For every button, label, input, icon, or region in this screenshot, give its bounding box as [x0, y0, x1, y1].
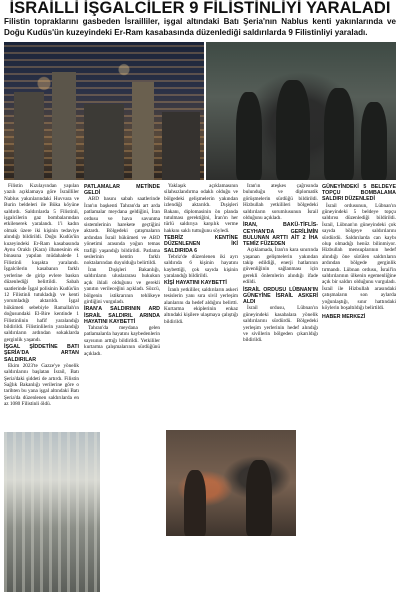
article-column-4 [243, 183, 318, 592]
paragraph: İsrail ordusu, Lübnan'ın güneyindeki kasabalara yönelik saldırılarını sürdürdü. Bölgedeki yerleşim yerlerinin hedef alındığı ve sivillerin bölgeden çıkarıldığı bildirildi. [243, 305, 318, 344]
paragraph: Açıklamada, İran'ın kara sınırında yaşanan gelişmelerin yakından takip edildiği, enerji hatlarının güvenliğinin sağlanması için gerekli önlemlerin alındığı ifade edildi. [243, 247, 318, 286]
subheading: İŞGAL ŞİDDETİNE BATI ŞERİA'DA ARTAN SALDIRILAR [4, 344, 79, 363]
subheading: TEBRİZ KENTİNE DÜZENLENEN İKİ SALDIRIDA 6 [164, 235, 238, 254]
article-column-3 [164, 183, 238, 427]
subheading: GÜNEYİNDEKİ 5 BELDEYE TOPÇU BOMBALAMA SALDIRI DÜZENLEDİ [322, 184, 396, 203]
subheading: İSRAİL ORDUSU LÜBNAN'IN GÜNEYİNE İSRAİL ASKERİ ALDI [243, 286, 318, 306]
article-column-1 [4, 183, 79, 429]
subheading: İRAN, BAKÜ-TİFLİS-CEYHAN'DA GERİLİMİN BULUNAN ARTTI AİT 2 İHA TEMİZ FÜZEDEN [243, 222, 318, 248]
paragraph: Yaklaşık açıklamasının silahsızlandırma odaklı olduğu ve bölgedeki gelişmelerin yakından izlendiği aktarıldı. Dışişleri Bakanı, diplomasinin ön planda tutulması gerektiğini, İran'ın her türlü saldırıya karşılık verme hakkını saklı tuttuğunu söyledi. [164, 183, 238, 234]
paragraph: Tebriz'de düzenlenen iki ayrı saldırıda 6 kişinin hayatını kaybettiği, çok sayıda kişinin yaralandığı bildirildi. [164, 253, 238, 280]
lede: Filistin topraklarını gasbeden İsrailliler, işgal altındaki Batı Şeria'nın Nablus kenti yakınlarında ve Doğu Kudüs'ün kuzeyindeki Er-Ram kasabasında düzenlediği saldırılarda 9 Filistinliyi yaraladı. [4, 17, 396, 37]
byline: HABER MERKEZİ [322, 313, 366, 320]
police-crowd-photo [206, 42, 396, 180]
headline: İSRAİLLİ İŞGALCİLER 9 FİLİSTİNLİYİ YARALADI [9, 0, 391, 16]
city-skyline-photo [4, 42, 204, 180]
paragraph: Tahran'da meydana gelen patlamalarda hayatını kaybedenlerin sayısının arttığı bildirildi. Yetkililer kurtarma çalışmalarının sürdüğünü açıkladı. [84, 324, 160, 357]
article-column-2 [84, 183, 160, 592]
subheading: PATLAMALAR METİNDE GELDİ [84, 184, 160, 197]
paragraph: İranlı yetkililer, saldırıların askeri tesislerin yanı sıra sivil yerleşim alanlarını da hedef aldığını belirtti. Kurtarma ekiplerinin enkaz altındaki kişilere ulaşmaya çalıştığı bildirildi. [164, 286, 238, 325]
paragraph: İran Dışişleri Bakanlığı, saldırıların uluslararası hukukun açık ihlali olduğunu ve gerekli yanıtın verileceğini açıkladı. Sözcü, bölgenin istikrarının tehlikeye girdiğini vurguladı. [84, 266, 160, 305]
paragraph: ABD basını sabah saatlerinde İran'ın başkenti Tahran'da art arda patlamalar meydana geldiğini, İran ordusu ve hava savunma sistemlerinin harekete geçtiğini aktardı. Bölgedeki çatışmaların ardından İsrail hükümeti ve ABD yönetimi arasında yoğun temas trafiği yaşandığı bildirildi. Patlama seslerinin kentin farklı noktalarından duyulduğu belirtildi. [84, 196, 160, 267]
article-column-5 [322, 183, 396, 592]
paragraph: Ekim 2023'te Gazze'ye yönelik saldırılarını başlatan İsrail, Batı Şeria'daki şiddeti de artırdı. Filistin Sağlık Bakanlığı verilerine göre o tarihten bu yana işgal altındaki Batı Şeria'da düzenlenen saldırılarda en az 1080 Filistinli öldü. [4, 362, 79, 408]
subheading: KİŞİ HAYATINI KAYBETTİ [164, 280, 227, 287]
paragraph: Filistin Kızılayından yapılan yazılı açıklamaya göre İsrailliler Nablus yakınlarındaki Huvvara ve Burin beldeleri ile Büka köyüne saldırdı. Saldırılarda 5 Filistinli, işgalcilerin gaz bombalarından etkilenerek yaralandı. 1'i kadın olmak üzere iki kişinin tedaviye alındığı bildirildi. Doğu Kudüs'ün kuzeyindeki Er-Ram kasabasında Aynu Oraklı (Kara) ilhanesinin ek binasına yapılan müdahalede 1 Filistinli kuşakta yaralandı. İşgalcilerin kasabanın farklı yerlerine de girip evlere baskın düzenlediği belirtildi. Sabah saatlerinde İşgal polisinin Kudüs'ün 12 Filistinli tutukladığı ve kenti yorumladığı aktarıldı. İşgal hükümeti sebebiyle Ramallah'ın doğusundaki El-Bire kentinde 1 Filistinlinin hafif yaralandığı bildirildi. Filistinlilerin yaralandığı saldırıların ardından sokaklarda gerginlik yaşandı. [4, 183, 79, 343]
paragraph: İran'ın ateşkes çağrısında bulunduğu ve diplomatik görüşmelerin sürdüğü bildirildi. Hizbullah yetkilileri bölgedeki saldırıların sorumlusunun İsrail olduğunu açıkladı. [243, 183, 318, 222]
paragraph: İsrail ordusunun, Lübnan'ın güneyindeki 5 beldeye topçu saldırısı düzenlediği bildirildi. İsrail, Lübnan'ın güneyindeki çok sayıda bölgeye saldırılarını sürdürdü. Saldırılarda can kaybı olup olmadığı henüz bilinmiyor. Hizbullah mensuplarının hedef alındığı öne sürülen saldırıların ardından bölgede gerginlik tırmandı. Lübnan ordusu, İsrail'in saldırılarının ülkenin egemenliğine açık bir saldırı olduğunu vurguladı. İsrail ile Hizbullah arasındaki çatışmaların son aylarda yoğunlaştığı, sınır hattındaki köylerin boşaltıldığı belirtildi. [322, 202, 396, 312]
subheading: İRAN'A SALDIRININ ARD İSRAİL SALDIRIL ARINDA HAYATINI KAYBETTİ [84, 306, 160, 325]
